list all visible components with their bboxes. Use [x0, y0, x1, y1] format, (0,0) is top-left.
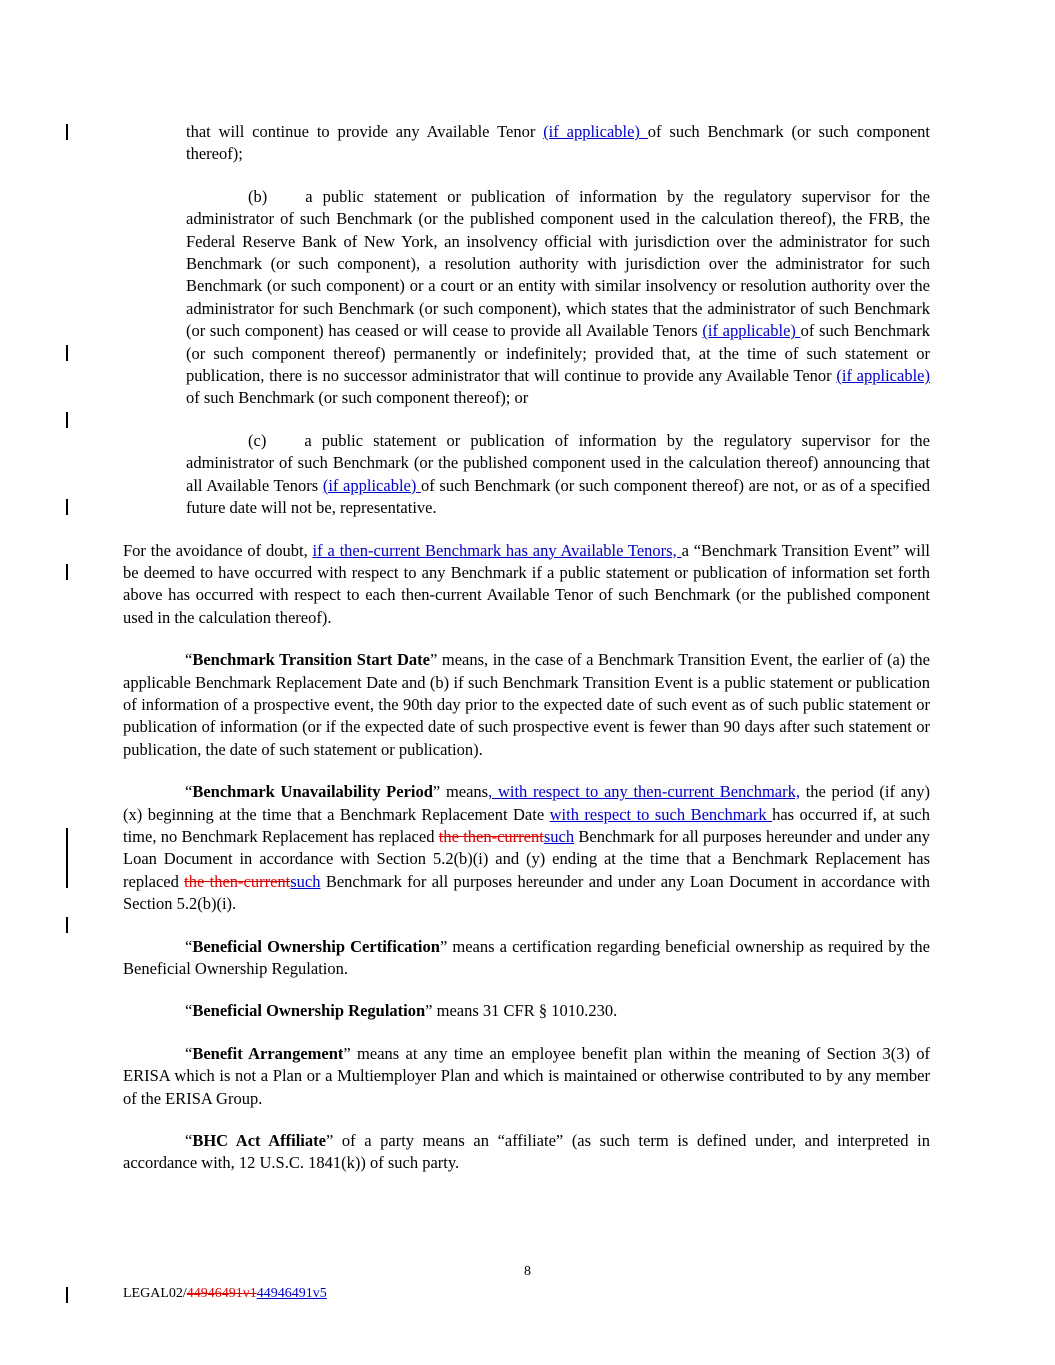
- text-run: of such Benchmark (or such component thereof) are not, or as of a specified future date will not be, representative.: [186, 475, 930, 518]
- def-benchmark-transition-start-date: [123, 649, 930, 761]
- footer-deleted-text: 44946491v1: [186, 1286, 257, 1301]
- inserted-text: if a then-current Benchmark has any Available Tenors,: [312, 540, 682, 560]
- inserted-text: such: [290, 871, 321, 891]
- text-run: ” means at any time an employee benefit plan within the meaning of Section 3(3) of ERISA which is not a Plan or a Multiemployer Plan and which is maintained or otherwise contributed to by any member of the ERISA Group.: [123, 1043, 930, 1108]
- change-bar: [66, 499, 68, 515]
- def-beneficial-ownership-certification: [123, 936, 930, 981]
- deleted-text: the then-current: [184, 871, 291, 891]
- inserted-text: (if applicable): [543, 122, 648, 141]
- defined-term: Benefit Arrangement: [192, 1043, 344, 1063]
- change-bar: [66, 828, 68, 888]
- text-run: “: [185, 936, 193, 956]
- defined-term: Benchmark Transition Start Date: [192, 650, 430, 670]
- avoidance-of-doubt: [123, 540, 930, 630]
- change-bar: [66, 345, 68, 361]
- document-body: [123, 121, 930, 1195]
- footer: [123, 1285, 327, 1303]
- def-bhc-act-affiliate: [123, 1130, 930, 1175]
- text-run: Benchmark for all purposes hereunder and under any Loan Document in accordance with Section 5.2(b)(i) and (y) ending at the time that a Benchmark Replacement has replaced: [123, 826, 931, 891]
- text-run: of such Benchmark (or such component thereof) permanently or indefinitely; provided that, at the time of such statement or publication, there is no successor administrator that will continue to provide any Available Tenor: [186, 321, 931, 386]
- text-run: “: [185, 1131, 193, 1151]
- change-bar: [66, 917, 68, 933]
- deleted-text: the then-current: [438, 826, 544, 846]
- page-number: 8: [524, 1264, 531, 1279]
- inserted-text: , with respect to any then-current Benchmark,: [488, 782, 800, 802]
- text-run: ” means: [432, 782, 489, 802]
- text-run: Benchmark for all purposes hereunder and under any Loan Document in accordance with Section 5.2(b)(i).: [123, 871, 931, 914]
- text-run: that will continue to provide any Available Tenor: [186, 122, 544, 141]
- inserted-text: (if applicable): [322, 475, 421, 495]
- text-run: of such Benchmark (or such component thereof); or: [186, 388, 529, 408]
- text-run: has occurred if, at such time, no Benchmark Replacement has replaced: [123, 804, 930, 846]
- inserted-text: with respect to such Benchmark: [549, 804, 773, 824]
- inserted-text: such: [543, 826, 575, 846]
- text-run: (c): [248, 430, 267, 450]
- change-bar: [66, 412, 68, 428]
- text-run: the period (if any) (x) beginning at the time that a Benchmark Replacement Date: [123, 782, 931, 824]
- text-run: (b): [248, 186, 268, 206]
- def-benchmark-unavailability-period: [123, 781, 930, 915]
- text-run: ” of a party means an “affiliate” (as such term is defined under, and interpreted in accordance with, 12 U.S.C. 1841(k)) of such party.: [123, 1131, 930, 1173]
- change-bar: [66, 124, 68, 140]
- defined-term: Benchmark Unavailability Period: [192, 782, 433, 802]
- text-run: ” means a certification regarding beneficial ownership as required by the Beneficial Ownership Regulation.: [123, 936, 930, 978]
- text-run: a “Benchmark Transition Event” will be deemed to have occurred with respect to any Benchmark if a public statement or publication of information set forth above has occurred with respect to each then-current Available Tenor of such Benchmark (or the published component used in the calculation thereof).: [123, 540, 930, 627]
- text-run: ” means, in the case of a Benchmark Transition Event, the earlier of (a) the applicable Benchmark Replacement Date and (b) if such Benchmark Transition Event is a public statement or publication of information of a prospective event, the 90th day prior to the expected date of such event as of such public statement or publication of information (or if the expected date of such prospective event is fewer than 90 days after such statement or publication, the date of such statement or publication).: [123, 650, 930, 759]
- clause-a-continuation: [186, 121, 930, 166]
- text-run: ” means 31 CFR § 1010.230.: [425, 1001, 618, 1021]
- change-bar: [66, 564, 68, 580]
- inserted-text: (if applicable): [702, 321, 801, 341]
- text-run: “: [185, 782, 193, 802]
- text-run: a public statement or publication of information by the regulatory supervisor for the administrator of such Benchmark (or the published component used in the calculation thereof), the FRB, the Federal Reserve Bank of New York, an insolvency official with jurisdiction over the administrator for such Benchmark (or such component), a resolution authority with jurisdiction over the administrator for such Benchmark (or such component) or a court or an entity with similar insolvency or resolution authority over the administrator for such Benchmark (or such component), which states that the administrator of such Benchmark (or such component) has ceased or will cease to provide all Available Tenors: [186, 186, 930, 341]
- change-bar: [66, 1287, 68, 1303]
- text-run: a public statement or publication of information by the regulatory supervisor for the administrator of such Benchmark (or the published component used in the calculation thereof) announcing that all Available Tenors: [186, 430, 930, 495]
- clause-b: [186, 186, 930, 410]
- text-run: “: [185, 650, 193, 670]
- clause-c: [186, 430, 930, 520]
- footer-inserted-text: 44946491v5: [256, 1286, 327, 1301]
- def-beneficial-ownership-regulation: [123, 1000, 930, 1022]
- def-benefit-arrangement: [123, 1043, 930, 1110]
- text-run: “: [185, 1043, 193, 1063]
- defined-term: BHC Act Affiliate: [192, 1131, 326, 1151]
- inserted-text: (if applicable): [836, 366, 930, 386]
- defined-term: Beneficial Ownership Regulation: [192, 1001, 426, 1021]
- defined-term: Beneficial Ownership Certification: [192, 936, 440, 956]
- text-run: of such Benchmark (or such component thereof);: [186, 122, 930, 164]
- text-run: “: [185, 1001, 193, 1021]
- footer-prefix: LEGAL02/: [123, 1286, 187, 1301]
- text-run: For the avoidance of doubt,: [123, 540, 313, 560]
